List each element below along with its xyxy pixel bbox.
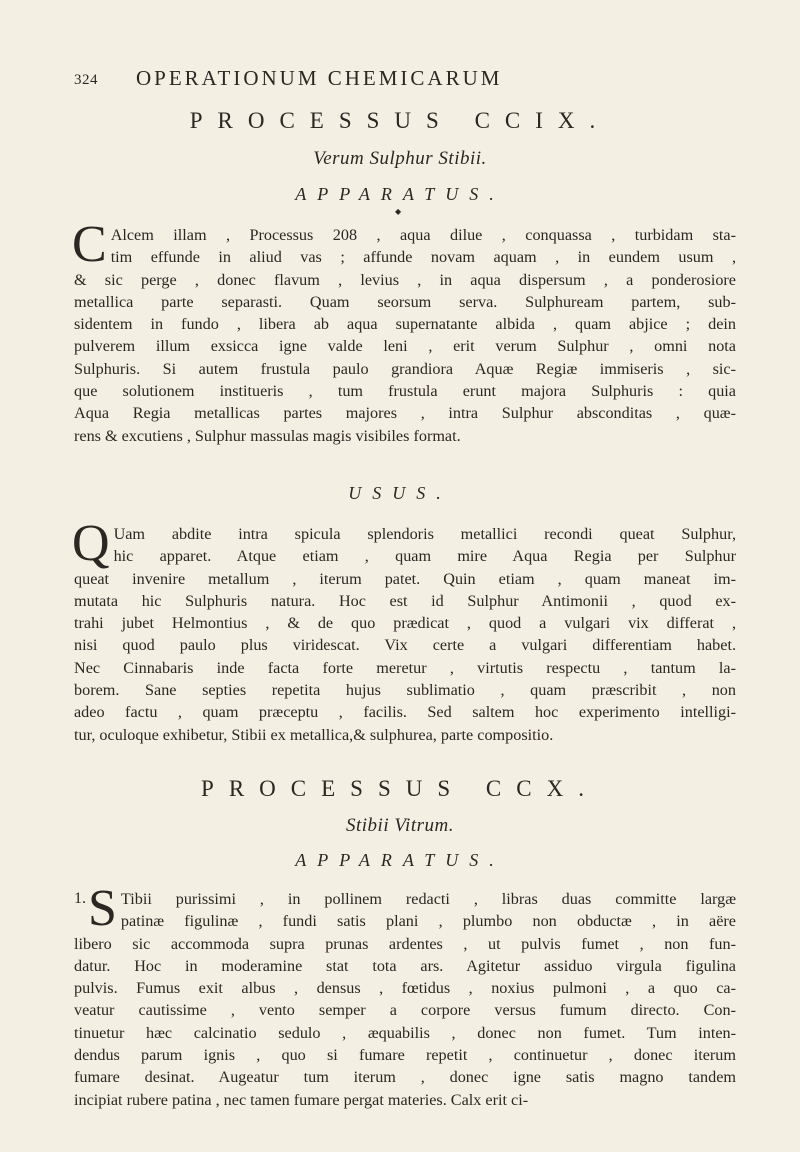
text-line: Nec Cinnabaris inde facta forte meretur , virtutis respectu , tantum la- [74,658,736,677]
text-line: nisi quod paulo plus viridescat. Vix certe a vulgari differentiam habet. [74,636,736,655]
process-209-apparatus-text [72,216,736,447]
text-line: sidentem in fundo , libera ab aqua supernatante albida , quam abjice ; dein [74,315,736,334]
ornament-dot: ◆ [395,207,402,216]
drop-cap: C [72,216,107,273]
text-line: Tibii purissimi , in pollinem redacti , libras duas committe largæ [120,890,736,908]
text-line: libero sic accommoda supra prunas ardentes , ut pulvis fumet , non fun- [74,934,736,953]
process-210-subtitle: Stibii Vitrum. [346,815,454,836]
text-line: Sulphuris. Si autem frustula paulo grandiora Aquæ Regiæ immiseris , sic- [74,359,736,378]
text-line: fumare desinat. Augeatur tum iterum , donec igne satis magno tandem [74,1068,736,1087]
running-title: OPERATIONUM CHEMICARUM [136,66,503,90]
text-line: Uam abdite intra spicula splendoris metallici recondi queat Sulphur, [113,525,736,543]
drop-cap: Q [72,515,110,572]
text-line: hic apparet. Atque etiam , quam mire Aqua Regia per Sulphur [113,547,736,566]
text-line: incipiat rubere patina , nec tamen fumare pergat materies. Calx erit ci- [74,1090,529,1109]
text-line: datur. Hoc in moderamine stat tota ars. Agitetur assiduo virgula figulina [74,956,736,975]
process-209-usus-text [72,515,736,746]
drop-cap: S [88,880,117,937]
text-line: pulvis. Fumus exit albus , densus , fœtidus , noxius pulmoni , a quo ca- [74,979,736,998]
text-line: metallica parte separasti. Quam seorsum serva. Sulphuream partem, sub- [74,292,736,311]
text-line: Alcem illam , Processus 208 , aqua dilue , conquassa , turbidam sta- [110,226,736,244]
text-line: patinæ figulinæ , fundi satis plani , plumbo non obductæ , in aëre [120,912,736,931]
process-209-subtitle: Verum Sulphur Stibii. [313,148,487,169]
text-line: & sic perge , donec flavum , levius , in aqua dispersum , a ponderosiore [74,270,736,289]
page-number: 324 [74,72,98,88]
text-line: mutata hic Sulphuris natura. Hoc est id Sulphur Antimonii , quod ex- [74,591,736,610]
process-209-usus-heading: USUS. [348,483,452,503]
process-210-apparatus-heading: APPARATUS. [295,850,505,870]
text-line: trahi jubet Helmontius , & de quo prædicat , quod a vulgari vix differat , [74,614,736,633]
item-number: 1. [74,890,86,907]
process-210-apparatus-text [74,880,736,1111]
process-209-apparatus-heading: APPARATUS. [295,184,505,204]
text-line: borem. Sane septies repetita hujus sublimatio , quam præscribit , non [74,681,736,700]
text-line: adeo factu , quam præceptu , facilis. Sed saltem hoc experimento intelligi- [74,703,736,722]
text-line: dendus parum ignis , quo si fumare repetit , continuetur , donec iterum [74,1046,736,1065]
process-210-title: PROCESSUS CCX. [201,776,599,801]
text-line: Aqua Regia metallicas partes majores , intra Sulphur absconditas , quæ- [74,404,736,423]
process-209-title: PROCESSUS CCIX. [189,108,611,133]
text-line: tinuetur hæc calcinatio sedulo , æquabilis , donec non fumet. Tum inten- [74,1023,736,1042]
text-line: rens & excutiens , Sulphur massulas magis visibiles format. [74,426,461,445]
text-line: queat invenire metallum , iterum patet. Quin etiam , quam maneat im- [74,569,736,588]
running-head [74,66,734,96]
text-line: pulverem illum exsicca igne valde leni , erit verum Sulphur , omni nota [74,337,736,356]
text-line: veatur cautissime , vento semper a corpore versus fumum directo. Con- [74,1001,736,1020]
text-line: que solutionem institueris , tum frustula erunt majora Sulphuris : quia [74,382,736,401]
text-line: tur, oculoque exhibetur, Stibii ex metallica,& sulphurea, parte compositio. [74,725,554,744]
text-line: tim effunde in aliud vas ; affunde novam aquam , in eundem usum , [110,248,736,267]
